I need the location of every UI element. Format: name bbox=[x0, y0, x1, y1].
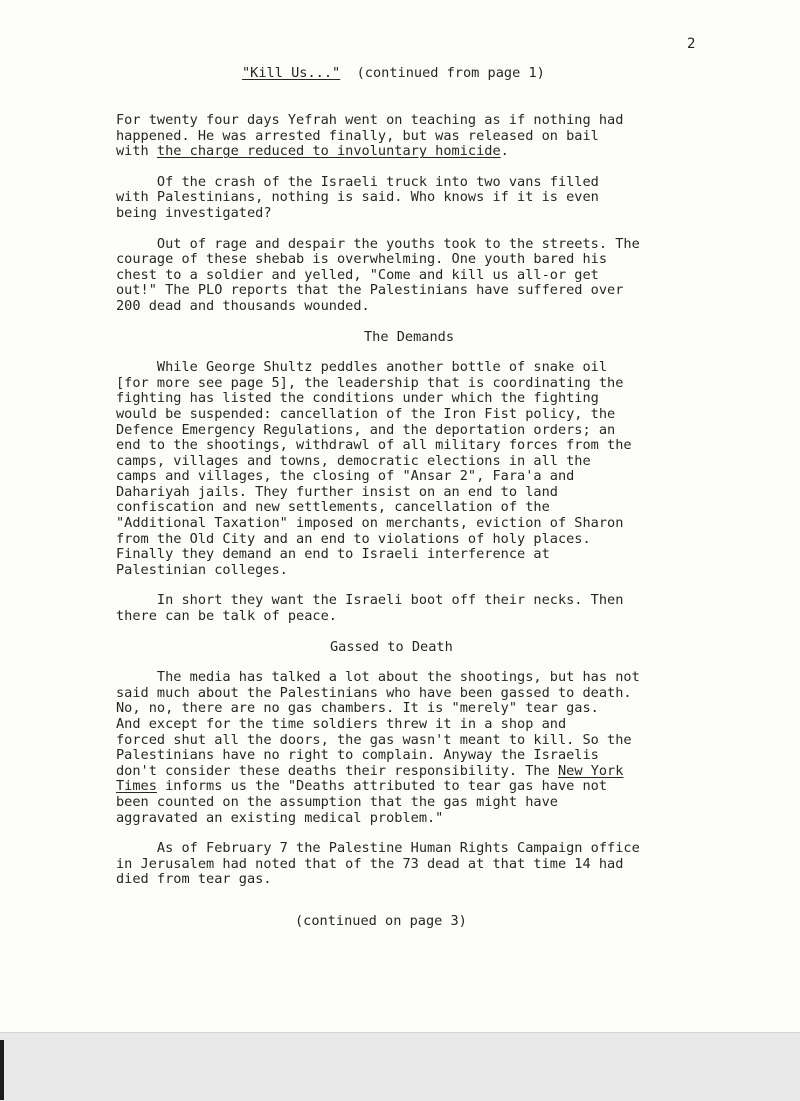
text-line: camps, villages and towns, democratic elections in all the bbox=[116, 452, 591, 469]
paragraph-5 bbox=[116, 593, 716, 624]
text-line: been counted on the assumption that the gas might have bbox=[116, 793, 558, 810]
text-line: . bbox=[500, 143, 509, 160]
text-line: happened. He was arrested finally, but was released on bail bbox=[116, 127, 599, 144]
text-line: with Palestinians, nothing is said. Who knows if it is even bbox=[116, 189, 599, 206]
heading-text: The Demands bbox=[364, 328, 455, 345]
text-line: informs us the "Deaths attributed to tear gas have not bbox=[156, 778, 608, 795]
underlined-newspaper-name: New York bbox=[557, 762, 624, 779]
text-line: said much about the Palestinians who have been gassed to death. bbox=[116, 684, 632, 701]
text-line: camps and villages, the closing of "Ansar 2", Fara'a and bbox=[116, 468, 575, 485]
article-title: "Kill Us..." bbox=[242, 65, 341, 81]
text-line: fighting has listed the conditions under which the fighting bbox=[116, 390, 599, 407]
paragraph-1 bbox=[116, 113, 716, 160]
text-line: out!" The PLO reports that the Palestinians have suffered over bbox=[116, 282, 624, 299]
text-line: from the Old City and an end to violations of holy places. bbox=[116, 530, 591, 547]
paragraph-4 bbox=[116, 360, 716, 578]
text-line: The media has talked a lot about the shootings, but has not bbox=[116, 669, 640, 686]
text-line: [for more see page 5], the leadership that is coordinating the bbox=[116, 374, 624, 391]
text-line: "Additional Taxation" imposed on merchants, eviction of Sharon bbox=[116, 515, 624, 532]
paragraph-3 bbox=[116, 237, 716, 315]
scanner-margin bbox=[0, 1032, 800, 1101]
text-line: aggravated an existing medical problem." bbox=[116, 809, 444, 826]
section-heading-gassed bbox=[116, 640, 716, 656]
text-line: don't consider these deaths their responsibility. The bbox=[116, 762, 558, 779]
text-line: Out of rage and despair the youths took to the streets. The bbox=[116, 235, 640, 252]
text-line: died from tear gas. bbox=[116, 871, 272, 888]
text-line: confiscation and new settlements, cancellation of the bbox=[116, 499, 550, 516]
text-line: in Jerusalem had noted that of the 73 dead at that time 14 had bbox=[116, 855, 624, 872]
paragraph-7 bbox=[116, 841, 716, 888]
text-line: No, no, there are no gas chambers. It is "merely" tear gas. bbox=[116, 700, 599, 717]
text-line: 200 dead and thousands wounded. bbox=[116, 297, 370, 314]
text-line: Finally they demand an end to Israeli interference at bbox=[116, 546, 550, 563]
text-line: For twenty four days Yefrah went on teaching as if nothing had bbox=[116, 112, 624, 128]
text-line: Defence Emergency Regulations, and the deportation orders; an bbox=[116, 421, 616, 438]
text-line: being investigated? bbox=[116, 204, 272, 221]
section-heading-demands bbox=[116, 330, 716, 346]
text-line: courage of these shebab is overwhelming. One youth bared his bbox=[116, 251, 608, 268]
scanner-shadow bbox=[0, 1040, 4, 1100]
heading-text: Gassed to Death bbox=[330, 638, 453, 655]
text-line: would be suspended: cancellation of the Iron Fist policy, the bbox=[116, 405, 616, 422]
article-header bbox=[242, 65, 545, 81]
text-line: Palestinians have no right to complain. Anyway the Israelis bbox=[116, 747, 599, 764]
text-line: chest to a soldier and yelled, "Come and kill us all-or get bbox=[116, 266, 599, 283]
continued-from-note: (continued from page 1) bbox=[356, 65, 545, 81]
text-line: Palestinian colleges. bbox=[116, 561, 288, 578]
page-number: 2 bbox=[687, 36, 696, 52]
text-line: Of the crash of the Israeli truck into two vans filled bbox=[116, 173, 599, 190]
article-body bbox=[116, 113, 716, 903]
text-line: forced shut all the doors, the gas wasn't meant to kill. So the bbox=[116, 731, 632, 748]
text-line: with bbox=[116, 143, 157, 160]
paragraph-2 bbox=[116, 175, 716, 222]
text-line: As of February 7 the Palestine Human Rights Campaign office bbox=[116, 840, 640, 857]
text-line: And except for the time soldiers threw it in a shop and bbox=[116, 716, 567, 732]
underlined-newspaper-name: Times bbox=[116, 778, 157, 795]
underlined-charge-phrase: the charge reduced to involuntary homicide bbox=[156, 143, 501, 160]
text-line: end to the shootings, withdrawl of all military forces from the bbox=[116, 437, 632, 454]
text-line: In short they want the Israeli boot off their necks. Then bbox=[116, 592, 624, 609]
continued-on-note: (continued on page 3) bbox=[295, 913, 467, 929]
text-line: there can be talk of peace. bbox=[116, 608, 337, 625]
text-line: While George Shultz peddles another bottle of snake oil bbox=[116, 359, 608, 376]
paragraph-6 bbox=[116, 670, 716, 826]
text-line: Dahariyah jails. They further insist on an end to land bbox=[116, 483, 558, 500]
